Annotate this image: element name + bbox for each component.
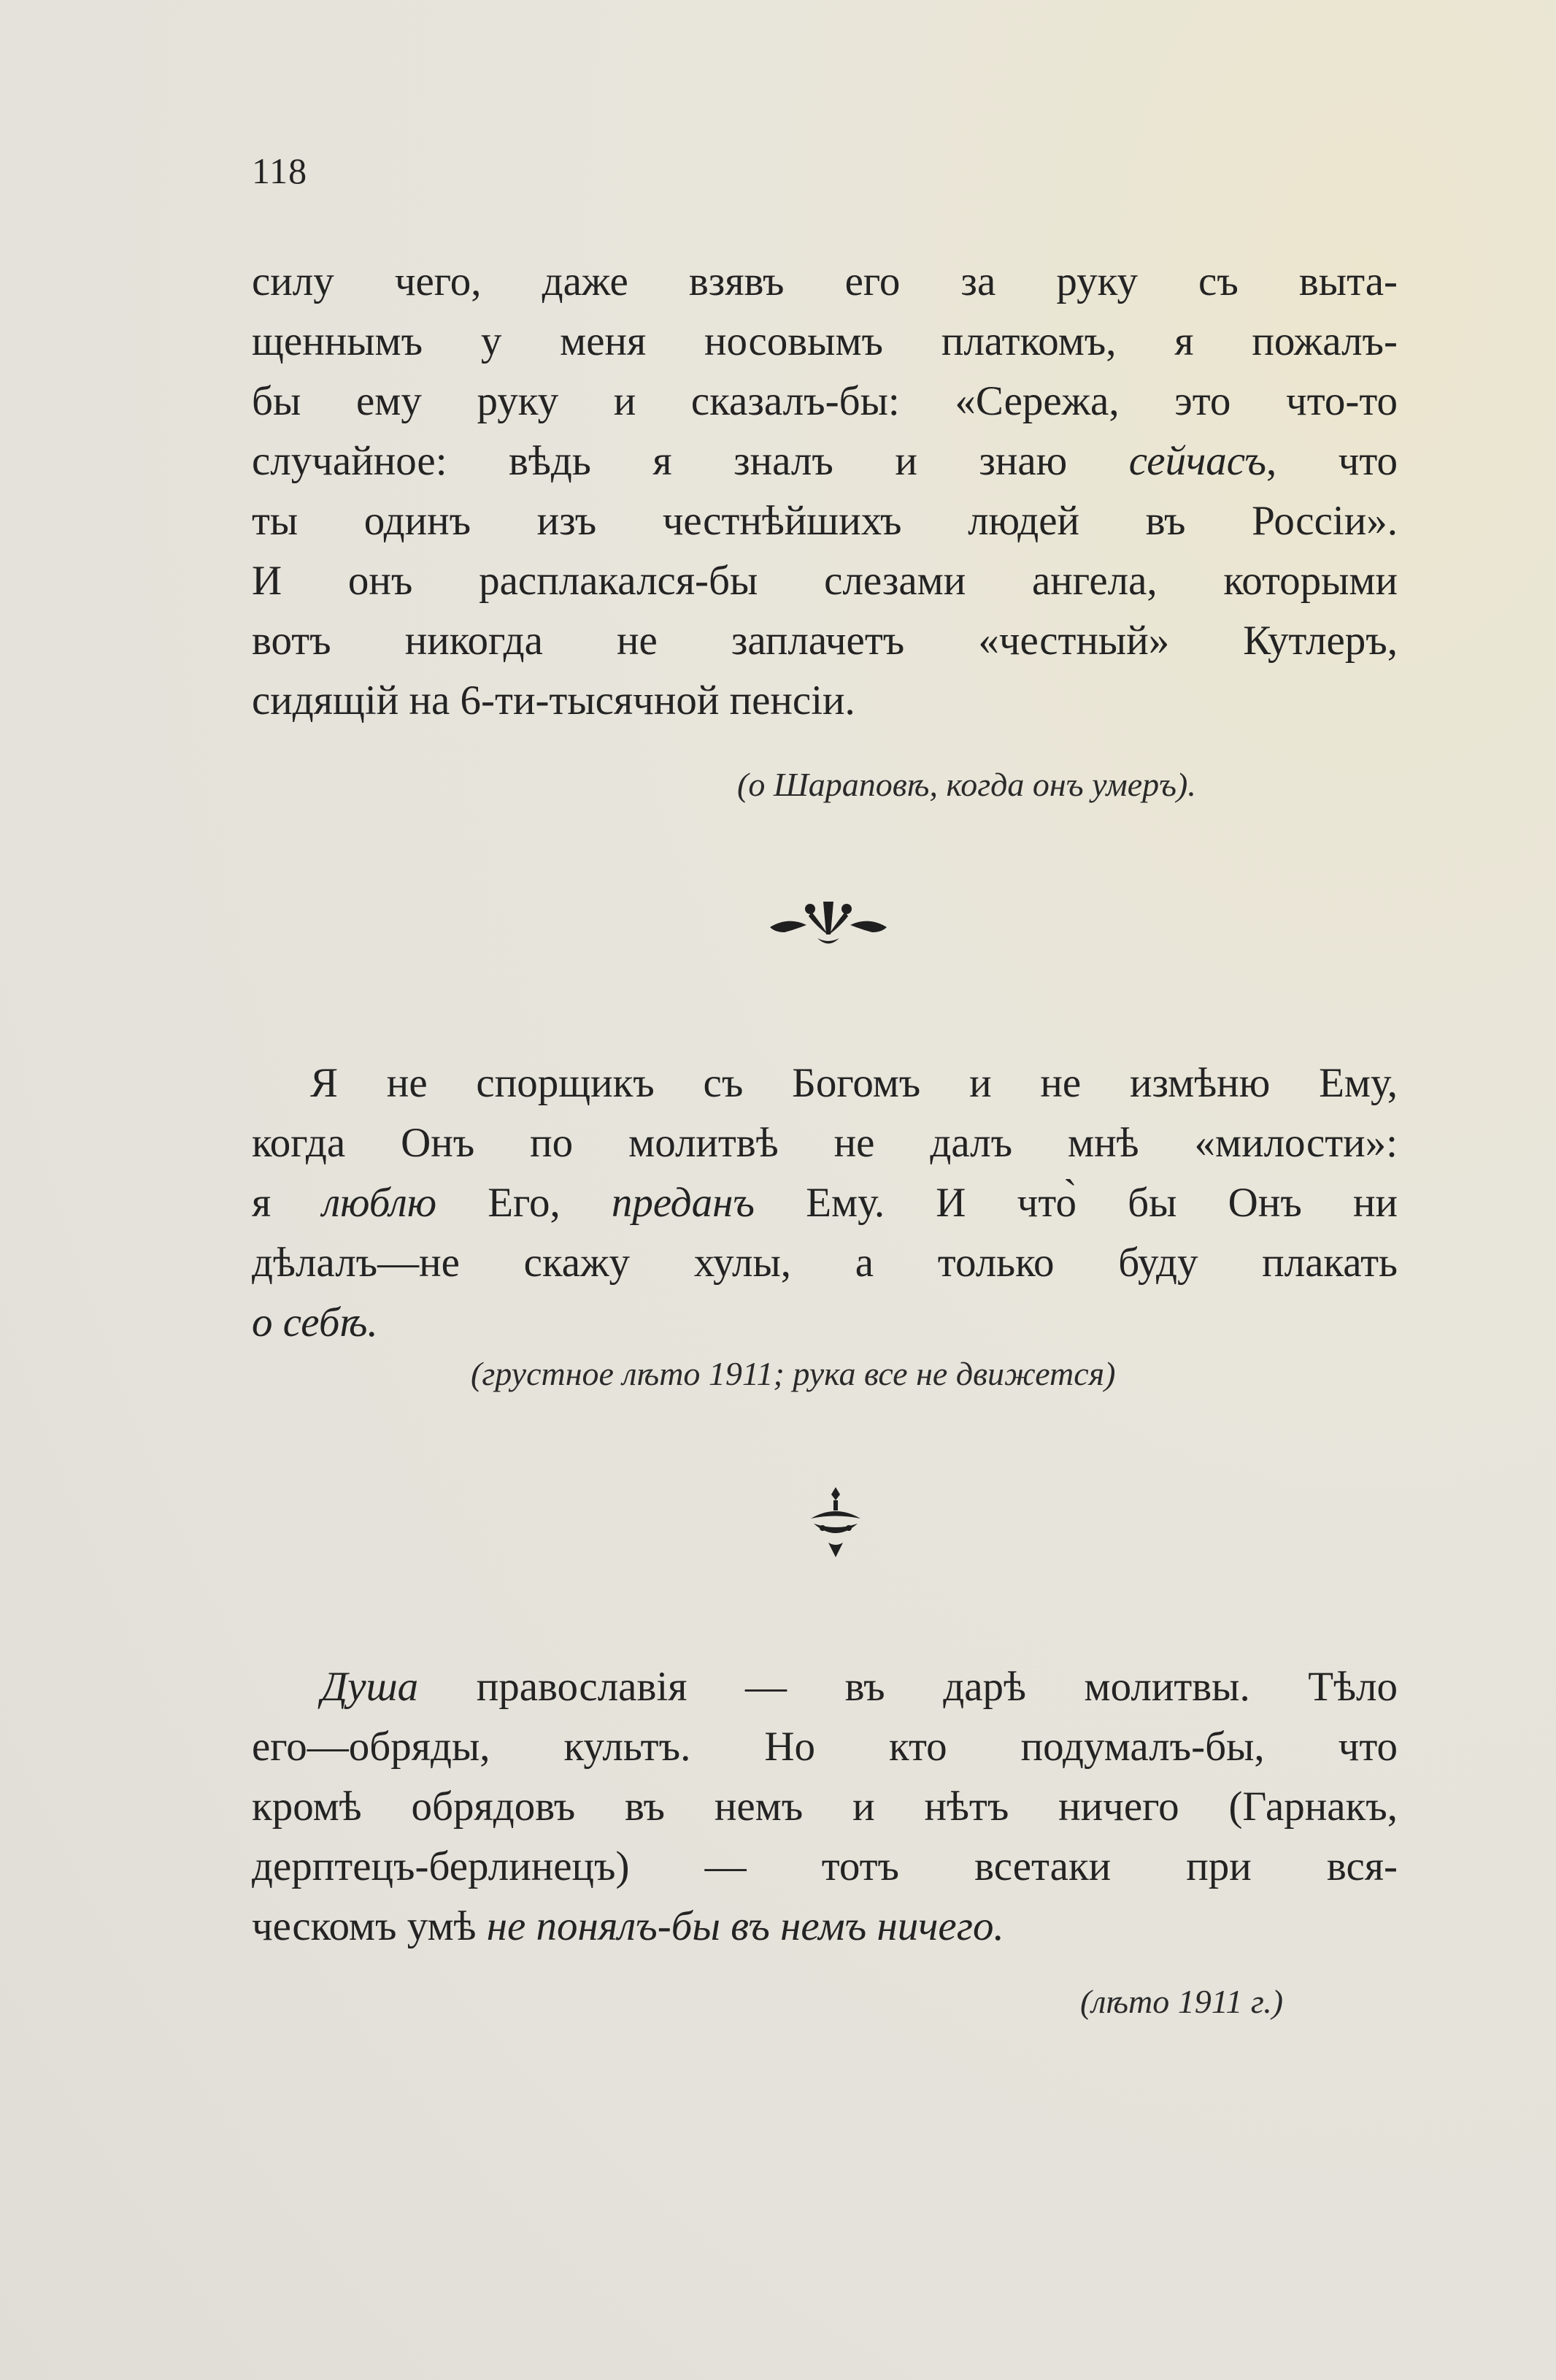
paragraph-1-line-4: [252, 431, 1398, 491]
paragraph-1: [252, 252, 1398, 731]
paragraph-2-line-4: дѣлалъ—не скажу хулы, а только буду плакать: [252, 1240, 1398, 1286]
paragraph-1-line-5: ты одинъ изъ честнѣйшихъ людей въ Россіи».: [252, 498, 1398, 544]
paragraph-1-line-3: бы ему руку и сказалъ-бы: «Сережа, это что-то: [252, 378, 1398, 424]
line-3-c: Его,: [436, 1180, 612, 1226]
emphasis-devoted: преданъ: [611, 1180, 755, 1226]
paragraph-1-line-1: силу чего, даже взявъ его за руку съ выта-: [252, 258, 1398, 304]
paragraph-2-line-2: когда Онъ по молитвѣ не далъ мнѣ «милости»:: [252, 1120, 1398, 1166]
paragraph-2-line-3: [252, 1173, 1398, 1233]
emphasis-love: люблю: [322, 1180, 437, 1226]
ornament-divider-1: [766, 894, 890, 953]
emphasis-soul: Душа: [321, 1664, 419, 1710]
paragraph-1-line-2: щеннымъ у меня носовымъ платкомъ, я пожалъ-: [252, 318, 1398, 364]
page-number: 118: [252, 150, 308, 191]
paragraph-3-line-4: дерптецъ-берлинецъ) — тотъ всетаки при вся-: [252, 1843, 1398, 1889]
line-5-a: ческомъ умѣ: [252, 1903, 487, 1949]
emphasis-now: сейчасъ: [1128, 438, 1266, 484]
paragraph-2-line-5: о себѣ.: [252, 1300, 378, 1346]
paragraph-1-line-8: сидящій на 6-ти-тысячной пенсіи.: [252, 677, 855, 723]
note-1: (о Шараповѣ, когда онъ умеръ).: [737, 766, 1196, 803]
line-3-a: я: [252, 1180, 323, 1226]
paragraph-2-line-1: Я не спорщикъ съ Богомъ и не измѣню Ему,: [310, 1060, 1398, 1106]
paragraph-3-line-3: кромѣ обрядовъ въ немъ и нѣтъ ничего (Гарнакъ,: [252, 1784, 1398, 1830]
paragraph-1-line-7: вотъ никогда не заплачетъ «честный» Кутлеръ,: [252, 618, 1398, 664]
line-1-b: православія — въ дарѣ молитвы. Тѣло: [418, 1664, 1398, 1710]
paragraph-2: [252, 1053, 1398, 1353]
note-3: (лѣто 1911 г.): [1080, 1983, 1284, 2020]
line-4-tail: , что: [1266, 438, 1398, 484]
ornament-divider-2: [806, 1486, 865, 1566]
paragraph-1-line-6: И онъ расплакался-бы слезами ангела, которыми: [252, 558, 1398, 604]
line-3-e: Ему. И что̀ бы Онъ ни: [755, 1180, 1398, 1226]
paragraph-3: [252, 1657, 1398, 1957]
paragraph-3-line-5: [252, 1897, 1398, 1957]
paragraph-3-line-2: его—обряды, культъ. Но кто подумалъ-бы, что: [252, 1724, 1398, 1770]
paragraph-3-line-1: [252, 1657, 1398, 1717]
line-4-text: случайное: вѣдь я зналъ и знаю: [252, 438, 1068, 484]
emphasis-understood: не понялъ-бы въ немъ ничего.: [486, 1903, 1004, 1949]
note-2: (грустное лѣто 1911; рука все не движется): [471, 1355, 1116, 1392]
